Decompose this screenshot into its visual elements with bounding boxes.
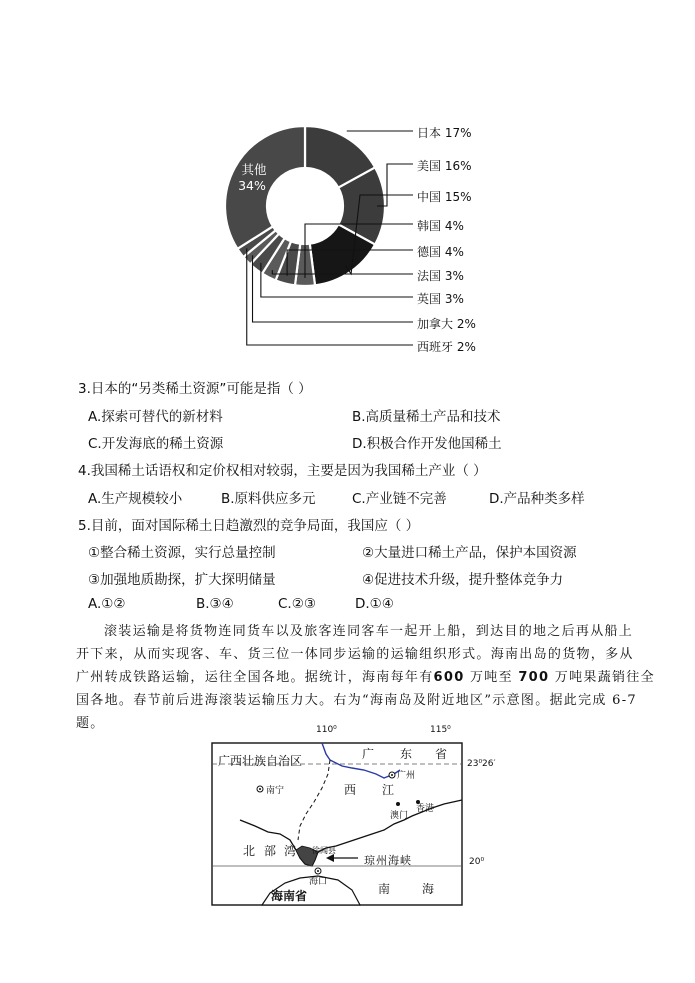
map-label-nanhai-2: 海	[422, 882, 435, 896]
question-5-option-a: A.①②	[88, 596, 126, 612]
passage-line-3-mid: 万吨至	[464, 670, 519, 685]
question-5-statement-3: ③加强地质勘探，扩大探明储量	[88, 572, 276, 588]
map-label-beibuwan-3: 湾	[284, 844, 297, 858]
map-label-guangzhou: 广州	[397, 771, 416, 781]
question-3-stem: 3.日本的“另类稀土资源”可能是指（ ）	[78, 381, 312, 397]
passage-num-700: 700	[518, 670, 550, 685]
passage-line-3-end: 万吨果蔬销往全	[549, 670, 655, 685]
question-4-option-d: D.产品种类多样	[489, 491, 585, 507]
question-5-option-d: D.①④	[355, 596, 394, 612]
map-label-haikou: 海口	[309, 877, 328, 887]
city-aomen-dot	[396, 802, 400, 806]
question-5-statement-1: ①整合稀土资源，实行总量控制	[88, 545, 276, 561]
map-lon-110: 110⁰	[316, 725, 337, 735]
map-label-nanhai-1: 南	[378, 882, 391, 896]
map-lon-115: 115⁰	[430, 725, 451, 735]
passage-line-2: 开下来，从而实现客、车、货三位一体同步运输的运输组织形式。海南出岛的货物，多从	[76, 647, 634, 662]
question-4-stem: 4.我国稀土话语权和定价权相对较弱，主要是因为我国稀土产业（ ）	[78, 463, 487, 479]
legend-label-germany: 德国 4%	[417, 245, 464, 259]
map-label-xuwen: 徐闻县	[312, 846, 336, 855]
hainan-region-map	[0, 730, 695, 920]
passage-num-600: 600	[433, 670, 465, 685]
passage-line-3-text: 广州转成铁路运输，运往全国各地。据统计，海南每年有	[76, 670, 434, 685]
map-label-hainan: 海南省	[271, 889, 308, 903]
question-3-option-a: A.探索可替代的新材料	[88, 409, 223, 425]
legend-label-uk: 英国 3%	[417, 292, 464, 306]
question-5-option-c: C.②③	[278, 596, 316, 612]
legend-label-japan: 日本 17%	[417, 126, 472, 140]
passage-line-1: 滚装运输是将货物连同货车以及旅客连同客车一起开上船，到达目的地之后再从船上	[104, 624, 634, 639]
map-lat-20: 20⁰	[469, 857, 485, 867]
city-guangzhou-center	[391, 774, 393, 776]
legend-label-usa: 美国 16%	[417, 159, 472, 173]
legend-label-canada: 加拿大 2%	[417, 317, 476, 331]
question-5-statement-4: ④促进技术升级，提升整体竞争力	[362, 572, 564, 588]
question-5-option-b: B.③④	[196, 596, 234, 612]
passage-line-5: 题。	[76, 716, 105, 731]
map-label-guangxi: 广西壮族自治区	[218, 754, 303, 768]
question-3-option-c: C.开发海底的稀土资源	[88, 436, 224, 452]
legend-label-france: 法国 3%	[417, 269, 464, 283]
question-5-statement-2: ②大量进口稀土产品，保护本国资源	[362, 545, 577, 561]
question-4-option-a: A.生产规模较小	[88, 491, 183, 507]
passage-line-3	[76, 667, 655, 689]
legend-label-china: 中国 15%	[417, 190, 472, 204]
map-label-nanning: 南宁	[266, 786, 285, 796]
question-3-option-b: B.高质量稀土产品和技术	[352, 409, 501, 425]
legend-label-korea: 韩国 4%	[417, 219, 464, 233]
map-label-beibuwan-2: 部	[264, 844, 277, 858]
map-label-guangdong-3: 省	[435, 747, 448, 761]
city-nanning-center	[259, 788, 261, 790]
map-label-xianggang: 香港	[416, 804, 435, 814]
legend-label-spain: 西班牙 2%	[417, 340, 476, 354]
pie-label-other-name: 其他	[241, 162, 267, 177]
map-label-jiang: 江	[382, 783, 395, 797]
rare-earth-pie-chart	[0, 0, 695, 360]
map-label-beibuwan-1: 北	[243, 844, 256, 858]
question-5-stem: 5.目前，面对国际稀土日趋激烈的竞争局面，我国应（ ）	[78, 518, 420, 534]
map-label-qiongzhou-strait: 琼州海峡	[364, 854, 412, 867]
city-haikou-center	[317, 870, 319, 872]
pie-label-other-value: 34%	[238, 178, 266, 193]
map-label-aomen: 澳门	[390, 811, 409, 821]
map-label-xi: 西	[344, 783, 357, 797]
map-label-guangdong-2: 东	[400, 747, 413, 761]
question-4-option-c: C.产业链不完善	[352, 491, 447, 507]
map-lat-2326: 23⁰26′	[467, 759, 496, 769]
question-3-option-d: D.积极合作开发他国稀土	[352, 436, 502, 452]
map-label-guangdong-1: 广	[362, 747, 375, 761]
passage-line-4: 国各地。春节前后进海滚装运输压力大。右为“海南岛及附近地区”示意图。据此完成 6-7	[76, 693, 637, 708]
question-4-option-b: B.原料供应多元	[221, 491, 316, 507]
